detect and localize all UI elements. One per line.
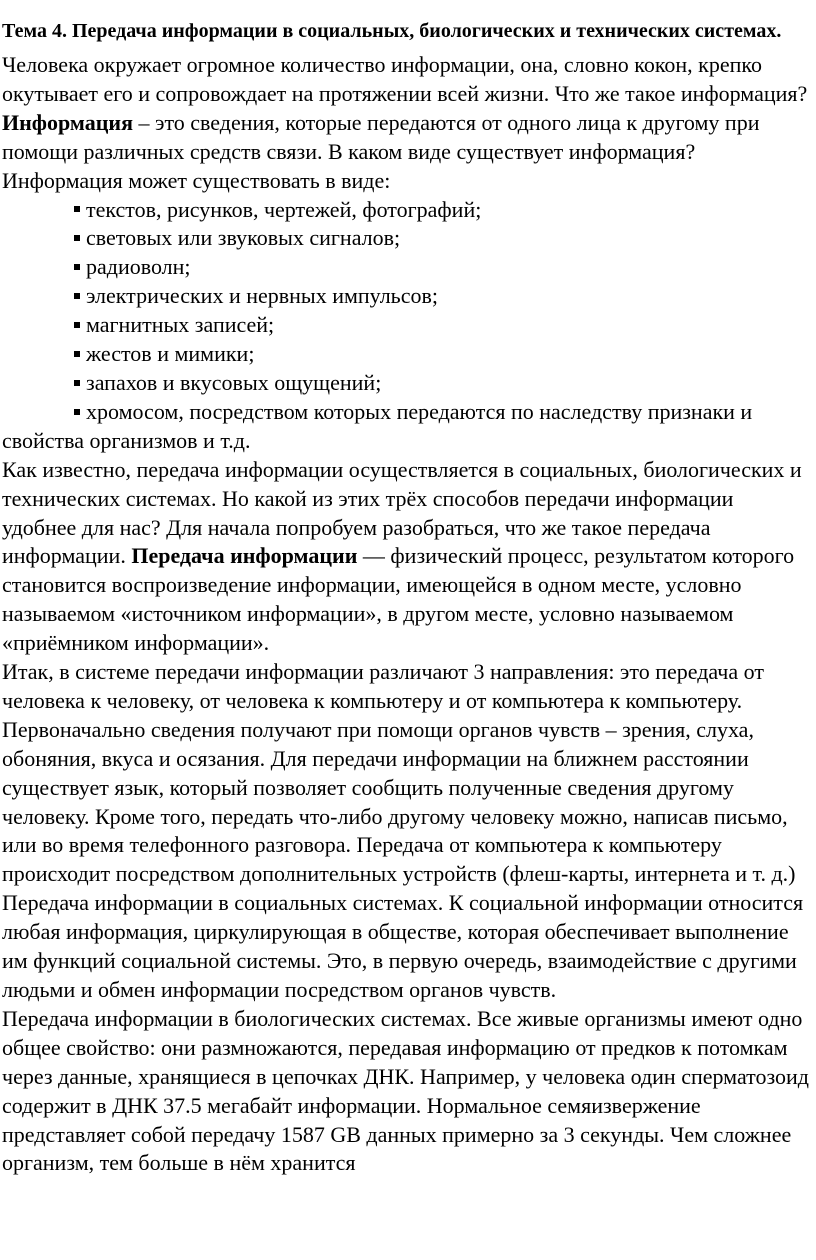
forms-list: [2, 196, 812, 456]
list-item: [2, 340, 812, 369]
social-paragraph: Передача информации в социальных системах. К социальной информации относится любая информация, циркулирующая в обществе, которая обеспечивает выполнение им функций социальной системы. Это, в первую очередь, взаимодействие с другими людьми и обмен информации посредством органов чувств.: [2, 890, 804, 1002]
transfer-paragraph: [2, 456, 812, 658]
list-item-text: радиоволн;: [86, 254, 191, 280]
intro-term: Информация: [2, 109, 134, 135]
bullet-icon: [74, 293, 80, 299]
intro-paragraph: [2, 51, 812, 167]
list-item: [2, 369, 812, 398]
bullet-icon: [74, 409, 80, 415]
bullet-icon: [74, 206, 80, 212]
list-item-text: электрических и нервных импульсов;: [86, 283, 438, 309]
list-item-text: магнитных записей;: [86, 312, 275, 338]
directions-paragraph: Итак, в системе передачи информации различают 3 направления: это передача от человека к человеку, от человека к компьютеру и от компьютера к компьютеру. Первоначально сведения получают при помощи органов чувств – зрения, слуха, обоняния, вкуса и осязания. Для передачи информации на ближнем расстоянии существует язык, который позволяет сообщить полученные сведения другому человеку. Кроме того, передать что-либо другому человеку можно, написав письмо, или во время телефонного разговора. Передача от компьютера к компьютеру происходит посредством дополнительных устройств (флеш-карты, интернета и т. д.): [2, 659, 796, 887]
transfer-text-2: — физический процесс, результатом которого становится воспроизведение информации, имеющейся в одном месте, условно называемом «источником информации», в другом месте, условно называемом «приёмником информации».: [2, 543, 795, 656]
list-item: [2, 398, 812, 456]
list-item-text: световых или звуковых сигналов;: [86, 225, 401, 251]
bullet-icon: [74, 351, 80, 357]
list-item: [2, 224, 812, 253]
list-item-text: хромосом, посредством которых передаются по наследству признаки и свойства организмов и т.д.: [2, 398, 753, 453]
intro-text-1: Человека окружает огромное количество информации, она, словно кокон, крепко окутывает его и сопровождает на протяжении всей жизни. Что же такое информация?: [2, 52, 808, 106]
list-intro: Информация может существовать в виде:: [2, 167, 391, 193]
bullet-icon: [74, 264, 80, 270]
list-item-text: запахов и вкусовых ощущений;: [86, 369, 382, 395]
biological-paragraph: Передача информации в биологических системах. Все живые организмы имеют одно общее свойство: они размножаются, передавая информацию от предков к потомкам через данные, хранящиеся в цепочках ДНК. Например, у человека один сперматозоид содержит в ДНК 37.5 мегабайт информации. Нормальное семяизвержение представляет собой передачу 1587 GB данных примерно за 3 секунды. Чем сложнее организм, тем больше в нём хранится: [2, 1005, 809, 1176]
list-item: [2, 253, 812, 282]
list-item: [2, 196, 812, 225]
page-title: Тема 4. Передача информации в социальных, биологических и технических системах.: [2, 20, 782, 42]
bullet-icon: [74, 380, 80, 386]
bullet-icon: [74, 322, 80, 328]
transfer-text-1: Как известно, передача информации осуществляется в социальных, биологических и технических системах. Но какой из этих трёх способов передачи информации удобнее для нас? Для начала попробуем разобраться, что же такое передача информации.: [2, 456, 802, 569]
transfer-term: Передача информации: [131, 543, 358, 569]
list-item: [2, 282, 812, 311]
list-item-text: текстов, рисунков, чертежей, фотографий;: [86, 196, 482, 222]
bullet-icon: [74, 235, 80, 241]
intro-text-2: – это сведения, которые передаются от одного лица к другому при помощи различных средств связи. В каком виде существует информация?: [2, 109, 760, 164]
list-item-text: жестов и мимики;: [86, 341, 255, 367]
list-item: [2, 311, 812, 340]
